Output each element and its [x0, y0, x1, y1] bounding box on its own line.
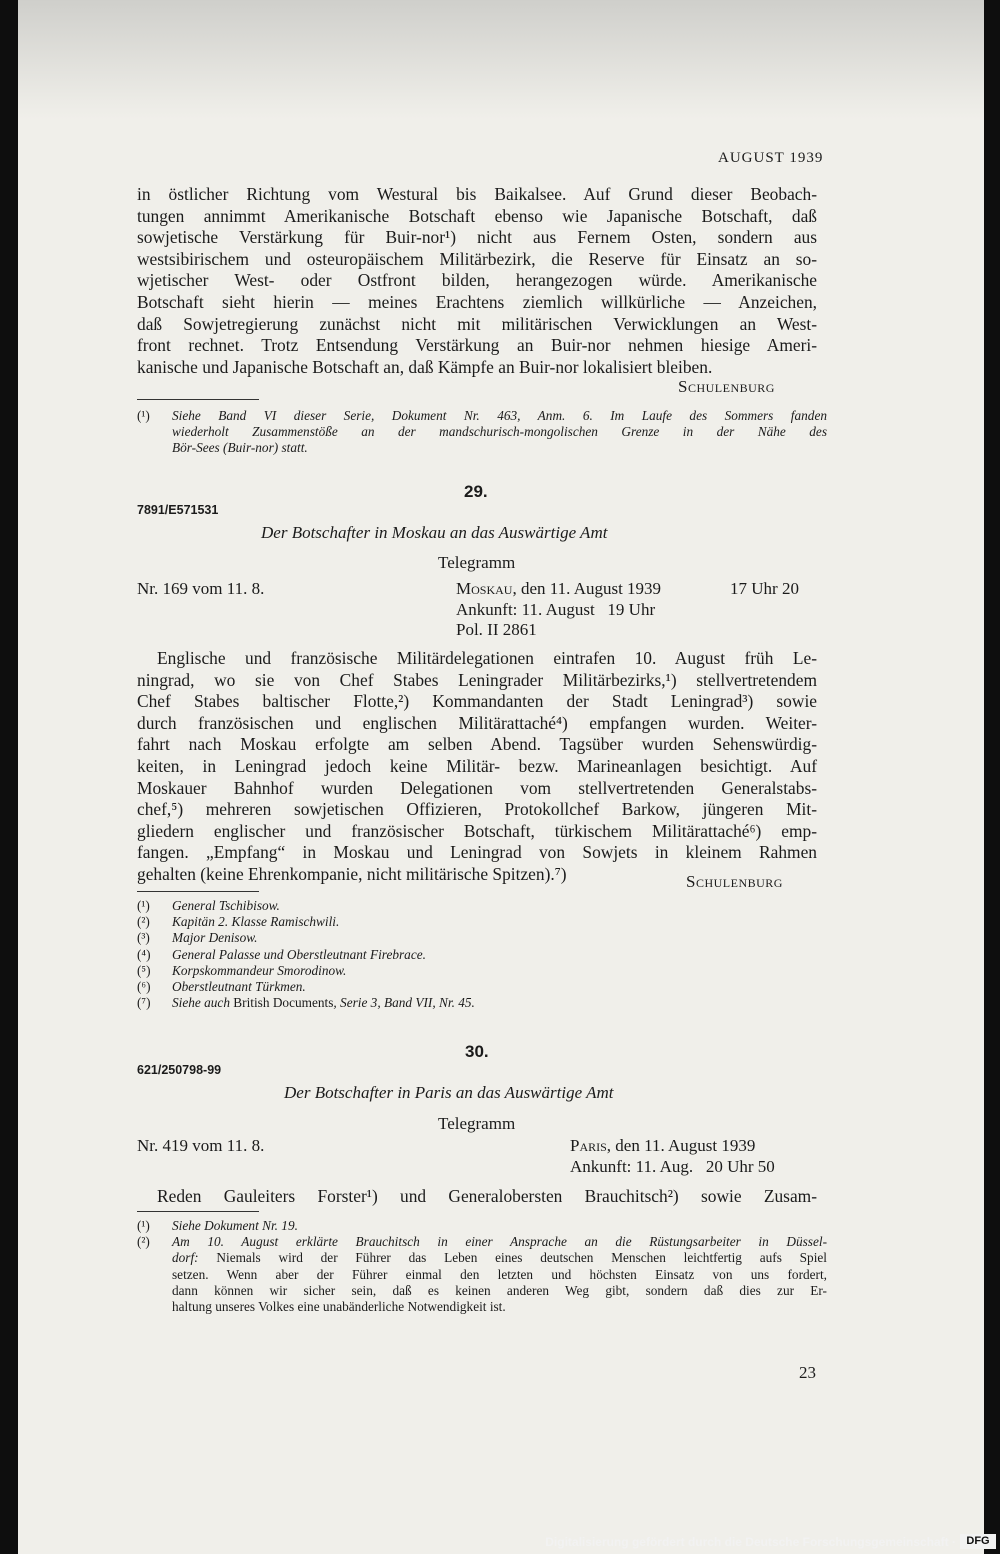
doc29-number: 29.: [464, 482, 488, 501]
footnote: [137, 1218, 827, 1234]
footnote-text-part: , Serie 3, Band VII, Nr. 45.: [333, 995, 475, 1011]
doc29-time: 17 Uhr 20: [730, 579, 799, 598]
doc29-line: Chef Stabes baltischer Flotte,²) Kommandanten der Stadt Leningrad³) sowie: [137, 691, 817, 712]
doc30-number: 30.: [465, 1042, 489, 1061]
footnote-text: [172, 408, 827, 457]
doc28-line: tungen annimmt Amerikanische Botschaft ebenso wie Japanische Botschaft, daß: [137, 205, 817, 226]
doc29-signature: Schulenburg: [686, 872, 783, 891]
footnote: [137, 979, 827, 995]
footnote: [137, 947, 827, 963]
footnote-text: Major Denisow.: [172, 930, 258, 946]
footnote: [137, 914, 827, 930]
doc29-footnotes: [137, 898, 827, 1011]
footnote-rule: [137, 891, 259, 892]
footnote-number: (²): [137, 914, 150, 930]
footnote-rule: [137, 1211, 259, 1212]
funding-note: Digitalisierung gefördert durch die Deutsche Forschungsgemeinschaft ·: [545, 1535, 956, 1549]
footnote-source-title: British Documents: [229, 995, 334, 1011]
footnote-line: Siehe Band VI dieser Serie, Dokument Nr. 463, Anm. 6. Im Laufe des Sommers fanden: [172, 408, 827, 423]
footnote-number: (⁵): [137, 962, 151, 978]
footnote-text: [172, 1234, 827, 1315]
doc30-body: [137, 1186, 817, 1208]
footnote-number: (¹): [137, 408, 150, 423]
doc29-type: Telegramm: [438, 553, 516, 572]
doc30-footnotes: [137, 1218, 827, 1315]
doc28-line: Botschaft sieht hierin — meines Erachtens ziemlich willkürliche — Anzeichen,: [137, 291, 817, 312]
footnote-line: haltung unseres Volkes eine unabänderliche Notwendigkeit ist.: [172, 1299, 506, 1315]
doc29-line: keiten, in Leningrad jedoch keine Militär- bezw. Marineanlagen besichtigt. Auf: [137, 755, 817, 776]
footnote-number: (⁶): [137, 979, 151, 995]
doc30-line: Reden Gauleiters Forster¹) und Generalobersten Brauchitsch²) sowie Zusam-: [157, 1186, 817, 1206]
doc30-arrival: Ankunft: 11. Aug. 20 Uhr 50: [570, 1157, 775, 1176]
footnote-line: dann können wir sicher sein, daß es keinen anderen Weg gibt, sondern daß dies zur Er-: [172, 1282, 827, 1298]
doc29-place: Moskau: [456, 579, 513, 598]
footnote-text-part: dorf:: [172, 1250, 199, 1266]
footnote-text: [172, 995, 827, 1011]
footnote-line: Bör-Sees (Buir-nor) statt.: [172, 440, 308, 456]
doc30-type: Telegramm: [438, 1114, 516, 1133]
doc29-line: gliedern englischer und französischer Botschaft, türkischem Militärattaché⁶) emp-: [137, 820, 817, 841]
footnote-text: Kapitän 2. Klasse Ramischwili.: [172, 914, 340, 930]
doc29-nr: Nr. 169 vom 11. 8.: [137, 579, 265, 598]
doc30-nr: Nr. 419 vom 11. 8.: [137, 1136, 265, 1155]
doc28-line: daß Sowjetregierung zunächst nicht mit militärischen Verwicklungen an West-: [137, 313, 817, 334]
footnote: [137, 930, 827, 946]
footnote: [137, 898, 827, 914]
footnote-number: (¹): [137, 898, 150, 913]
footnote-text-part: Siehe auch: [172, 995, 230, 1011]
footnote-text: Korpskommandeur Smorodinow.: [172, 962, 347, 978]
footnote-text: Oberstleutnant Türkmen.: [172, 979, 306, 995]
doc29-line: fangen. „Empfang“ in Moskau und Leningrad von Sowjets in kleinem Rahmen: [137, 842, 817, 863]
doc29-line: gehalten (keine Ehrenkompanie, nicht militärische Spitzen).⁷): [137, 863, 567, 884]
doc29-reference: 7891/E571531: [137, 503, 219, 517]
doc28-line: front rechnet. Trotz Entsendung Verstärkung an Buir-nor nehmen hiesige Ameri-: [137, 335, 817, 356]
footnote-line: [172, 1250, 827, 1266]
doc29-body: [137, 648, 817, 886]
scan-shadow: [18, 0, 984, 120]
doc28-signature: Schulenburg: [678, 377, 775, 396]
doc29-line: Moskauer Bahnhof wurden Delegationen vom stellvertretenden Generalstabs-: [137, 777, 817, 798]
doc30-date: , den 11. August 1939: [606, 1136, 756, 1155]
doc29-line: ningrad, wo sie von Chef Stabes Leningrader Militärbezirks,¹) stellvertretendem: [137, 669, 817, 690]
footnote-line: Am 10. August erklärte Brauchitsch in einer Ansprache an die Rüstungsarbeiter in Düssel-: [172, 1234, 827, 1250]
doc29-heading: Der Botschafter in Moskau an das Auswärtige Amt: [261, 523, 608, 542]
doc30-heading: Der Botschafter in Paris an das Auswärtige Amt: [284, 1083, 614, 1102]
doc28-body: [137, 184, 817, 378]
footnote-number: (³): [137, 930, 150, 946]
doc28-line: westsibirischem und osteuropäischem Militärbezirk, die Reserve für Einsatz an so-: [137, 248, 817, 269]
doc28-footnote: [137, 408, 827, 457]
doc29-arrival: Ankunft: 11. August 19 Uhr: [456, 600, 656, 619]
footnote-number: (⁷): [137, 995, 151, 1011]
doc29-line: Englische und französische Militärdelegationen eintrafen 10. August früh Le-: [157, 648, 817, 668]
doc30-reference: 621/250798-99: [137, 1063, 222, 1077]
footnote-line: wiederholt Zusammenstöße an der mandschurisch-mongolischen Grenze in der Nähe des: [172, 424, 827, 440]
footnote-line: setzen. Wenn aber der Führer einmal den letzten und höchsten Einsatz von uns fordert,: [172, 1266, 827, 1282]
document-page: [18, 0, 984, 1554]
doc29-line: durch französischen und englischen Militärattaché⁴) empfangen wurden. Weiter-: [137, 712, 817, 733]
footnote-text: Siehe Dokument Nr. 19.: [172, 1218, 298, 1233]
running-head: AUGUST 1939: [718, 150, 824, 166]
doc29-pol: Pol. II 2861: [456, 620, 537, 639]
footnote-text: General Palasse und Oberstleutnant Firebrace.: [172, 946, 426, 962]
footnote-text: General Tschibisow.: [172, 898, 280, 913]
doc28-line: in östlicher Richtung vom Westural bis Baikalsee. Auf Grund dieser Beobach-: [137, 184, 817, 204]
doc29-date: , den 11. August 1939: [512, 579, 662, 598]
doc28-line: kanische und Japanische Botschaft an, daß Kämpfe an Buir-nor lokalisiert bleiben.: [137, 356, 713, 377]
footer-bar: [0, 1531, 1000, 1554]
footnote: [137, 963, 827, 979]
footnote-rule: [137, 399, 259, 400]
doc29-line: fahrt nach Moskau erfolgte am selben Abend. Tagsüber wurden Sehenswürdig-: [137, 734, 817, 755]
doc29-line: chef,⁵) mehreren sowjetischen Offizieren, Protokollchef Barkow, jüngeren Mit-: [137, 799, 817, 820]
doc29-dateline: [456, 578, 661, 599]
footnote: [137, 1234, 827, 1315]
footnote-number: (⁴): [137, 946, 151, 962]
page-number: 23: [799, 1363, 816, 1382]
footnote-quote: Niemals wird der Führer das Leben eines deutschen Menschen leichtfertig aufs Spiel: [198, 1250, 827, 1266]
footnote: [137, 995, 827, 1011]
doc30-dateline: [570, 1135, 755, 1156]
doc30-place: Paris: [570, 1136, 607, 1155]
dfg-logo-icon: DFG: [960, 1534, 996, 1549]
footnote-number: (²): [137, 1234, 150, 1250]
doc28-line: wjetischer West- oder Ostfront bilden, herangezogen würde. Amerikanische: [137, 270, 817, 291]
footnote-number: (¹): [137, 1218, 150, 1233]
doc28-line: sowjetische Verstärkung für Buir-nor¹) nicht aus Fernem Osten, sondern aus: [137, 227, 817, 248]
